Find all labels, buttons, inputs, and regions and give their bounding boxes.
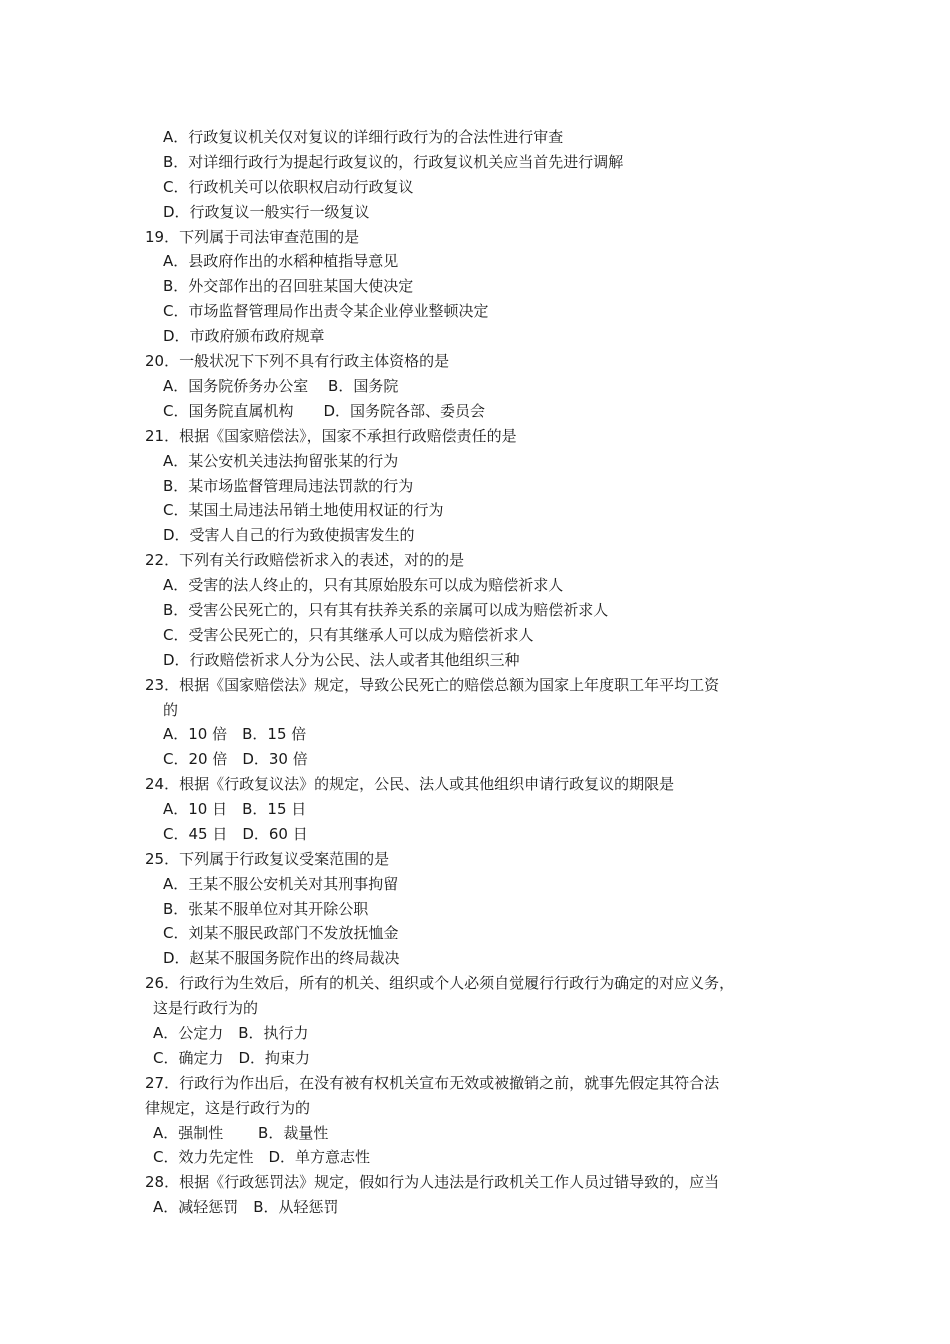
question-line: 23．根据《国家赔偿法》规定，导致公民死亡的赔偿总额为国家上年度职工年平均工资 (145, 676, 720, 694)
question-line: 26．行政行为生效后，所有的机关、组织或个人必须自觉履行行政行为确定的对应义务， (145, 974, 735, 992)
option-line: C．45 日 D．60 日 (163, 825, 308, 843)
question-line: 27．行政行为作出后，在没有被有权机关宣布无效或被撤销之前，就事先假定其符合法 (145, 1074, 720, 1092)
option-line: C．受害公民死亡的，只有其继承人可以成为赔偿祈求人 (163, 626, 534, 644)
option-line: B．张某不服单位对其开除公职 (163, 900, 369, 918)
option-line: C．20 倍 D．30 倍 (163, 750, 308, 768)
option-line: D．行政复议一般实行一级复议 (163, 203, 370, 221)
option-line: A．强制性 B．裁量性 (153, 1124, 329, 1142)
option-line: A．县政府作出的水稻种植指导意见 (163, 252, 399, 270)
option-line: B．某市场监督管理局违法罚款的行为 (163, 477, 414, 495)
option-line: D．受害人自己的行为致使损害发生的 (163, 526, 415, 544)
option-line: B．对详细行政行为提起行政复议的，行政复议机关应当首先进行调解 (163, 153, 624, 171)
question-line: 19．下列属于司法审查范围的是 (145, 228, 360, 246)
option-line: A．受害的法人终止的，只有其原始股东可以成为赔偿祈求人 (163, 576, 564, 594)
option-line: C．确定力 D．拘束力 (153, 1049, 311, 1067)
option-line: A．减轻惩罚 B．从轻惩罚 (153, 1198, 339, 1216)
option-line: A．10 倍 B．15 倍 (163, 725, 307, 743)
question-line: 22．下列有关行政赔偿祈求入的表述，对的的是 (145, 551, 465, 569)
option-line: C．国务院直属机构 D．国务院各部、委员会 (163, 402, 486, 420)
question-continuation: 这是行政行为的 (153, 999, 259, 1017)
question-line: 21．根据《国家赔偿法》，国家不承担行政赔偿责任的是 (145, 427, 517, 445)
option-line: B．受害公民死亡的，只有其有扶养关系的亲属可以成为赔偿祈求人 (163, 601, 609, 619)
option-line: A．行政复议机关仅对复议的详细行政行为的合法性进行审查 (163, 128, 564, 146)
option-line: C．效力先定性 D．单方意志性 (153, 1148, 371, 1166)
question-line: 28．根据《行政惩罚法》规定，假如行为人违法是行政机关工作人员过错导致的，应当 (145, 1173, 720, 1191)
option-line: B．外交部作出的召回驻某国大使决定 (163, 277, 414, 295)
option-line: D．赵某不服国务院作出的终局裁决 (163, 949, 400, 967)
option-line: C．行政机关可以依职权启动行政复议 (163, 178, 414, 196)
option-line: A．公定力 B．执行力 (153, 1024, 309, 1042)
option-line: D．行政赔偿祈求人分为公民、法人或者其他组织三种 (163, 651, 520, 669)
option-line: C．刘某不服民政部门不发放抚恤金 (163, 924, 399, 942)
question-continuation: 律规定，这是行政行为的 (145, 1099, 311, 1117)
option-line: D．市政府颁布政府规章 (163, 327, 325, 345)
option-line: A．王某不服公安机关对其刑事拘留 (163, 875, 399, 893)
option-line: A．国务院侨务办公室 B．国务院 (163, 377, 399, 395)
question-line: 25．下列属于行政复议受案范围的是 (145, 850, 390, 868)
question-continuation: 的 (163, 701, 179, 719)
option-line: C．市场监督管理局作出责令某企业停业整顿决定 (163, 302, 489, 320)
question-line: 24．根据《行政复议法》的规定，公民、法人或其他组织申请行政复议的期限是 (145, 775, 675, 793)
option-line: A．某公安机关违法拘留张某的行为 (163, 452, 399, 470)
question-line: 20．一般状况下下列不具有行政主体资格的是 (145, 352, 450, 370)
option-line: A．10 日 B．15 日 (163, 800, 307, 818)
option-line: C．某国土局违法吊销土地使用权证的行为 (163, 501, 444, 519)
